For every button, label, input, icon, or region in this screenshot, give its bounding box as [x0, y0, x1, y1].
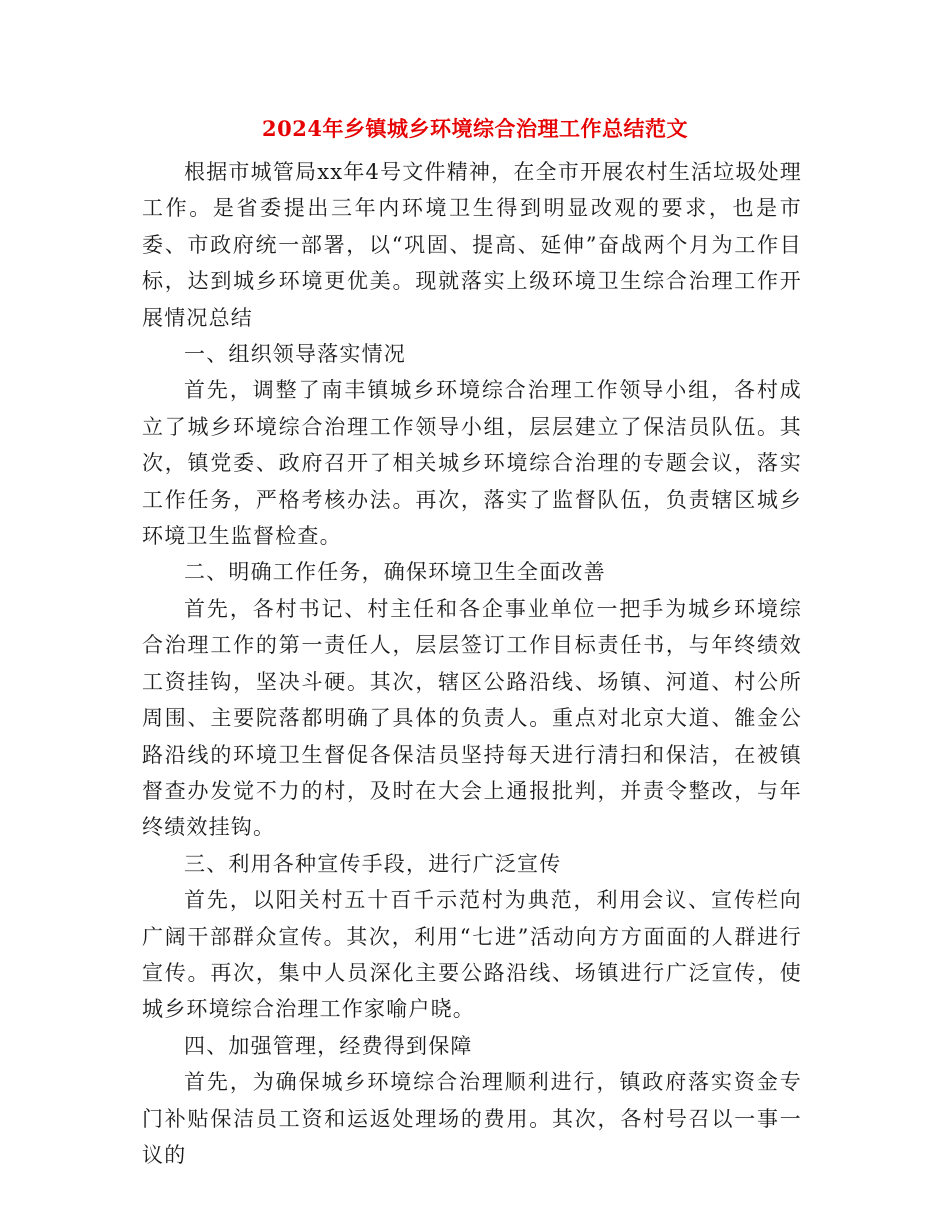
- paragraph-section-3: 首先，以阳关村五十百千示范村为典范，利用会议、宣传栏向广阔干部群众宣传。其次，利用“七进”活动向方方面面的人群进行宣传。再次，集中人员深化主要公路沿线、场镇进行广泛宣传，使城乡环境综合治理工作家喻户晓。: [142, 888, 802, 1022]
- section-heading-2: 二、明确工作任务，确保环境卫生全面改善: [184, 560, 606, 585]
- paragraph-section-4: 首先，为确保城乡环境综合治理顺利进行，镇政府落实资金专门补贴保洁员工资和运返处理场的费用。其次，各村号召以一事一议的: [142, 1070, 802, 1167]
- section-heading-3: 三、利用各种宣传手段，进行广泛宣传: [184, 851, 562, 876]
- section-heading-4: 四、加强管理，经费得到保障: [184, 1033, 473, 1058]
- section-heading-1: 一、组织领导落实情况: [184, 342, 406, 367]
- paragraph-section-2: 首先，各村书记、村主任和各企事业单位一把手为城乡环境综合治理工作的第一责任人，层层签订工作目标责任书，与年终绩效工资挂钩，坚决斗硬。其次，辖区公路沿线、场镇、河道、村公所周围、主要院落都明确了具体的负责人。重点对北京大道、雒金公路沿线的环境卫生督促各保洁员坚持每天进行清扫和保洁，在被镇督查办发觉不力的村，及时在大会上通报批判，并责令整改，与年终绩效挂钩。: [142, 596, 802, 840]
- paragraph-section-1: 首先，调整了南丰镇城乡环境综合治理工作领导小组，各村成立了城乡环境综合治理工作领导小组，层层建立了保洁员队伍。其次，镇党委、政府召开了相关城乡环境综合治理的专题会议，落实工作任务，严格考核办法。再次，落实了监督队伍，负责辖区城乡环境卫生监督检查。: [142, 378, 802, 549]
- document-body: [142, 154, 802, 1173]
- paragraph-intro: 根据市城管局xx年4号文件精神，在全市开展农村生活垃圾处理工作。是省委提出三年内环境卫生得到明显改观的要求，也是市委、市政府统一部署，以“巩固、提高、延伸”奋战两个月为工作目标，达到城乡环境更优美。现就落实上级环境卫生综合治理工作开展情况总结: [142, 160, 802, 330]
- document-title: 2024年乡镇城乡环境综合治理工作总结范文: [262, 116, 688, 141]
